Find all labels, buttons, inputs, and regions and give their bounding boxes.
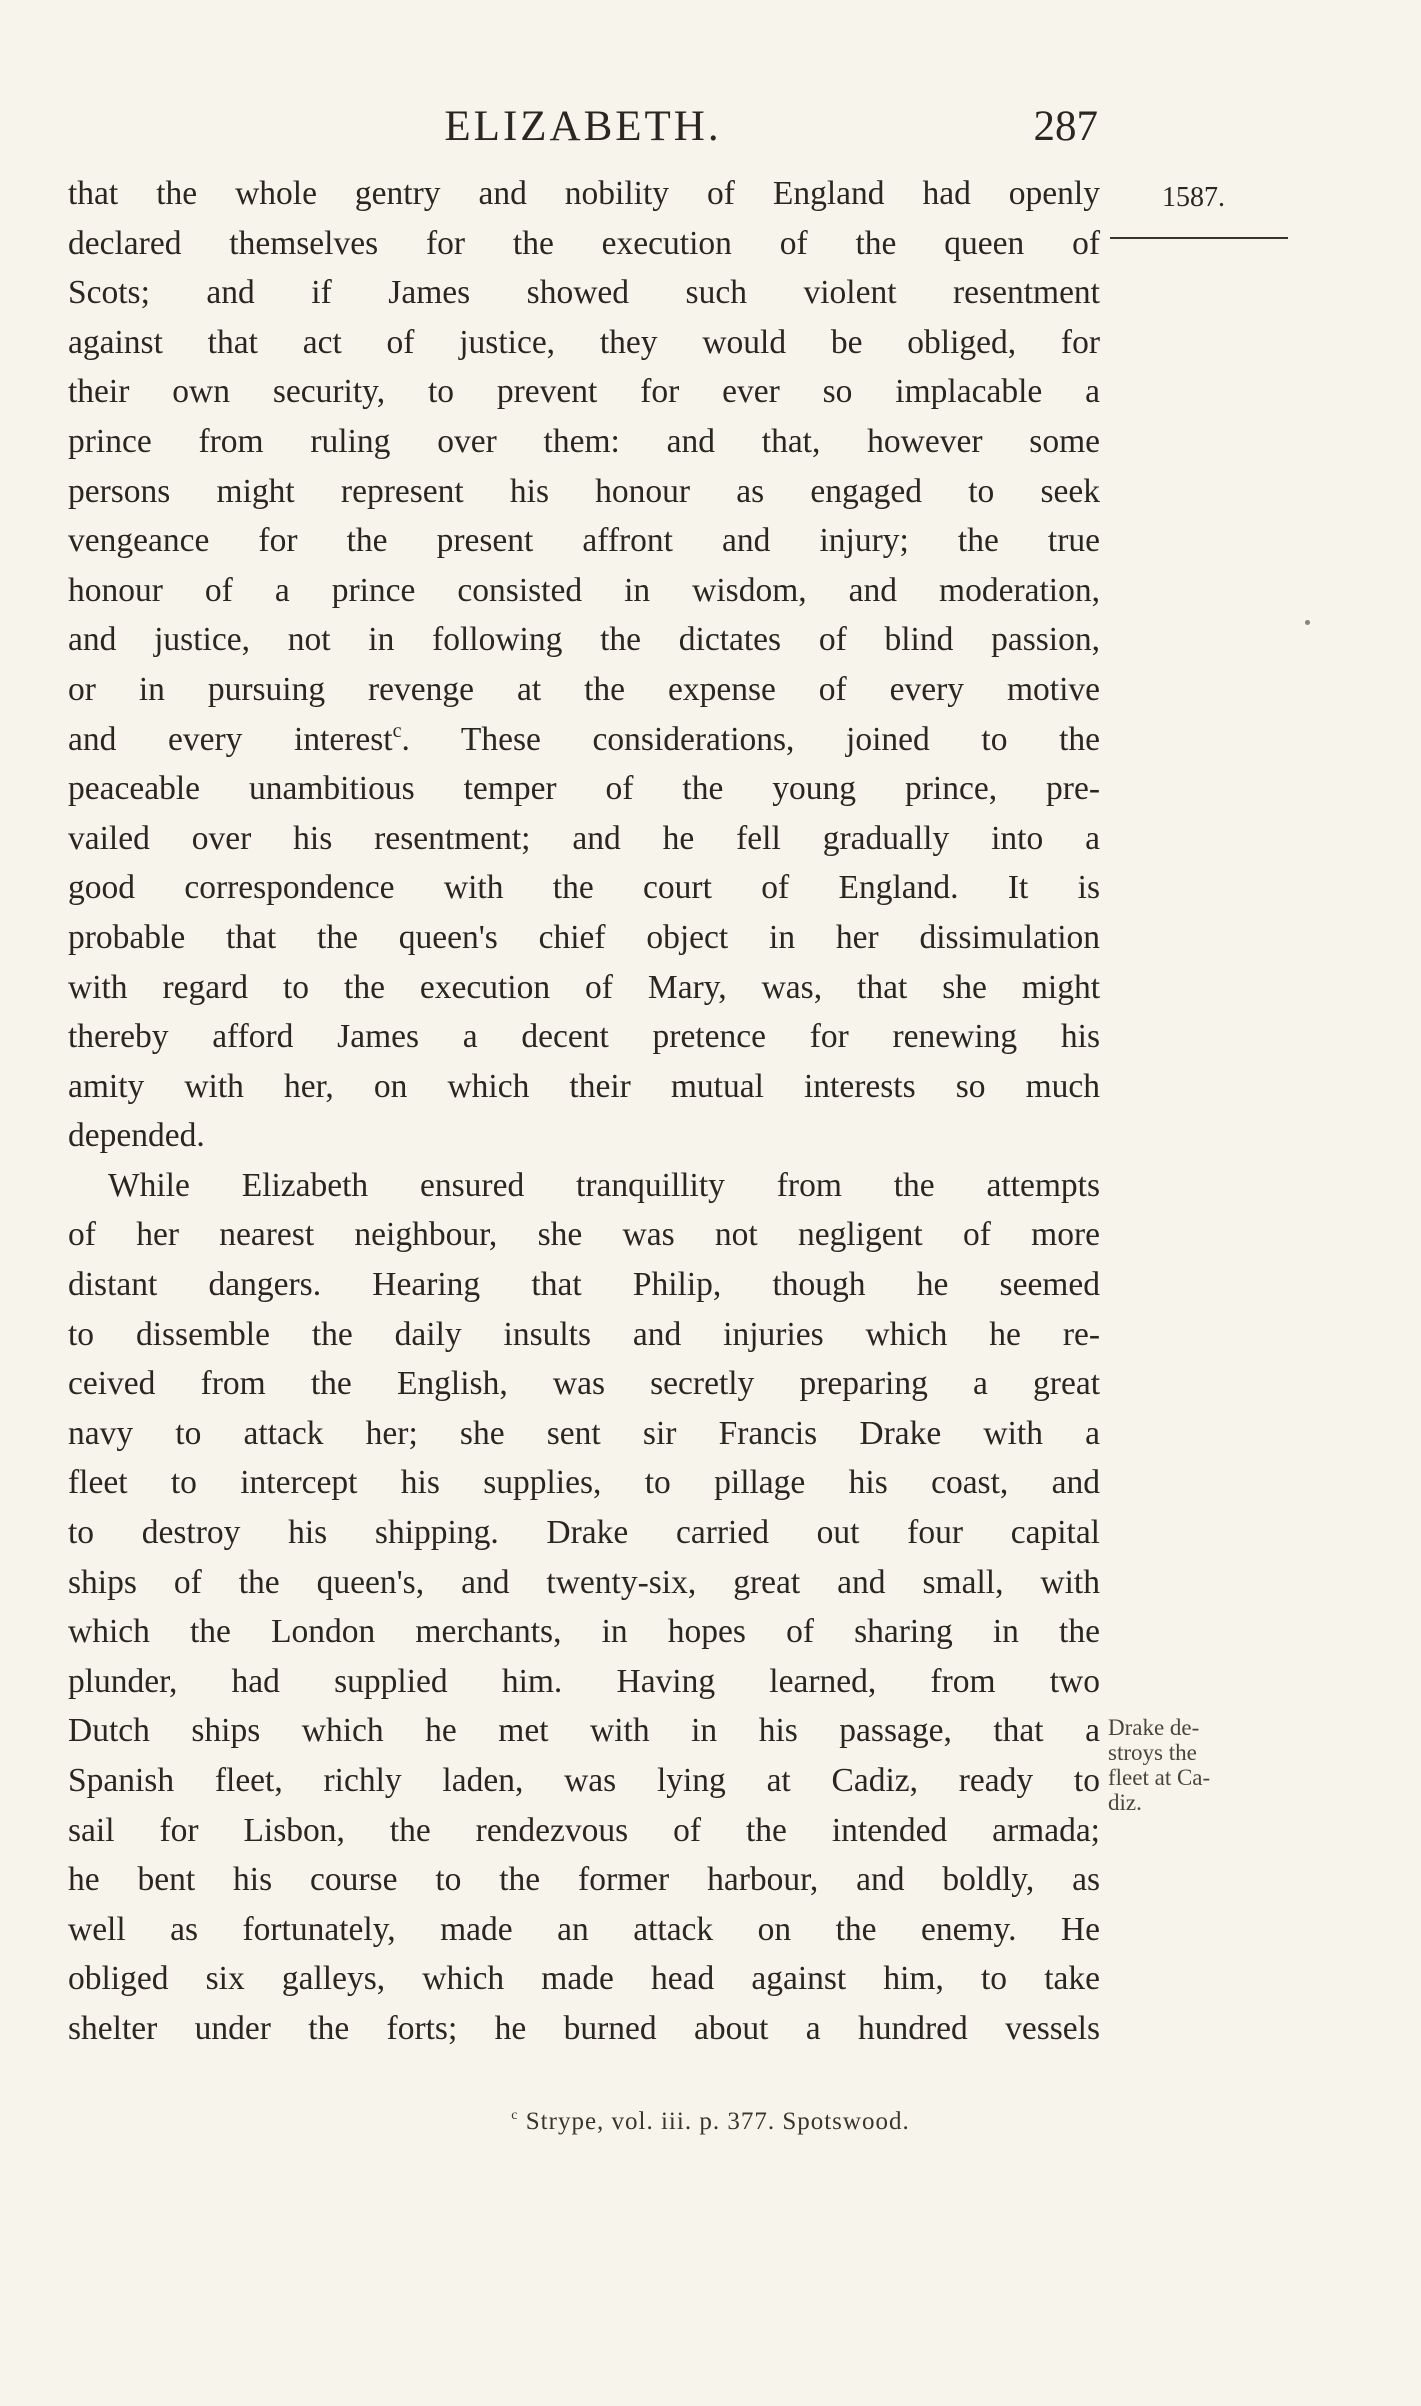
text-line-with-footnote: and every interest$^c$. These considerations, joined to the: [68, 719, 1101, 758]
text-line: plunder, had supplied him. Having learned, from two: [68, 1662, 1100, 1700]
text-line: peaceable unambitious temper of the young prince, pre-: [68, 770, 1100, 808]
text-fragment: and every interest: [68, 720, 393, 758]
text-line: obliged six galleys, which made head against him, to take: [68, 1960, 1100, 1998]
text-line: While Elizabeth ensured tranquillity from the attempts: [108, 1166, 1100, 1204]
footnote-text: Strype, vol. iii. p. 377. Spotswood.: [525, 2108, 910, 2135]
text-line: that the whole gentry and nobility of England had openly: [68, 175, 1100, 212]
text-line: well as fortunately, made an attack on the enemy. He: [68, 1910, 1100, 1948]
text-line: their own security, to prevent for ever so implacable a: [68, 373, 1100, 411]
sidenote-line: diz.: [1108, 1790, 1142, 1815]
text-line: or in pursuing revenge at the expense of every motive: [68, 670, 1100, 708]
text-line: which the London merchants, in hopes of sharing in the: [68, 1613, 1100, 1651]
text-line: persons might represent his honour as engaged to seek: [68, 472, 1100, 510]
text-line: vailed over his resentment; and he fell gradually into a: [68, 819, 1100, 857]
text-line: declared themselves for the execution of the queen of: [68, 224, 1100, 262]
text-line: shelter under the forts; he burned about a hundred vessels: [68, 2009, 1100, 2047]
margin-rule: [1110, 237, 1288, 239]
sidenote-line: stroys the: [1108, 1740, 1197, 1765]
text-line: to dissemble the daily insults and injuries which he re-: [68, 1315, 1100, 1353]
text-line: with regard to the execution of Mary, was, that she might: [68, 968, 1100, 1006]
text-line: Spanish fleet, richly laden, was lying at Cadiz, ready to: [68, 1762, 1100, 1799]
text-line: ceived from the English, was secretly preparing a great: [68, 1365, 1100, 1403]
text-line: vengeance for the present affront and injury; the true: [68, 522, 1100, 560]
running-title: ELIZABETH.: [444, 103, 722, 150]
text-line: to destroy his shipping. Drake carried out four capital: [68, 1514, 1100, 1552]
page-header: [68, 97, 1098, 157]
margin-sidenote: [1108, 1715, 1298, 1815]
text-line: fleet to intercept his supplies, to pillage his coast, and: [68, 1464, 1100, 1502]
footnote-marker: c: [511, 2108, 519, 2123]
text-line: honour of a prince consisted in wisdom, and moderation,: [68, 571, 1100, 609]
text-line: navy to attack her; she sent sir Francis Drake with a: [68, 1414, 1100, 1452]
text-line: depended.: [68, 1117, 205, 1155]
text-line: prince from ruling over them: and that, however some: [68, 422, 1100, 460]
body-text: [68, 169, 1100, 2054]
footnote: [0, 2108, 1421, 2136]
margin-year: 1587.: [1162, 182, 1225, 213]
page-number: 287: [1033, 103, 1098, 150]
sidenote-line: fleet at Ca-: [1108, 1765, 1211, 1790]
text-fragment: These considerations, joined to the: [460, 720, 1101, 758]
text-line: good correspondence with the court of England. It is: [68, 869, 1100, 907]
sidenote-line: Drake de-: [1108, 1715, 1200, 1740]
text-line: ships of the queen's, and twenty-six, great and small, with: [68, 1563, 1100, 1601]
text-line: amity with her, on which their mutual interests so much: [68, 1067, 1100, 1105]
text-line: Scots; and if James showed such violent resentment: [68, 274, 1100, 312]
text-line: and justice, not in following the dictates of blind passion,: [68, 621, 1100, 659]
text-line: Dutch ships which he met with in his passage, that a: [68, 1712, 1100, 1750]
text-line: probable that the queen's chief object in her dissimulation: [68, 918, 1100, 956]
text-line: distant dangers. Hearing that Philip, though he seemed: [68, 1266, 1100, 1304]
text-line: he bent his course to the former harbour, and boldly, as: [68, 1861, 1100, 1899]
stray-dot: [1305, 620, 1310, 625]
text-line: sail for Lisbon, the rendezvous of the intended armada;: [68, 1811, 1100, 1849]
footnote-marker: c: [392, 719, 402, 742]
text-line: thereby afford James a decent pretence for renewing his: [68, 1018, 1100, 1056]
text-line: against that act of justice, they would be obliged, for: [68, 323, 1100, 361]
text-line: of her nearest neighbour, she was not negligent of more: [68, 1216, 1100, 1254]
